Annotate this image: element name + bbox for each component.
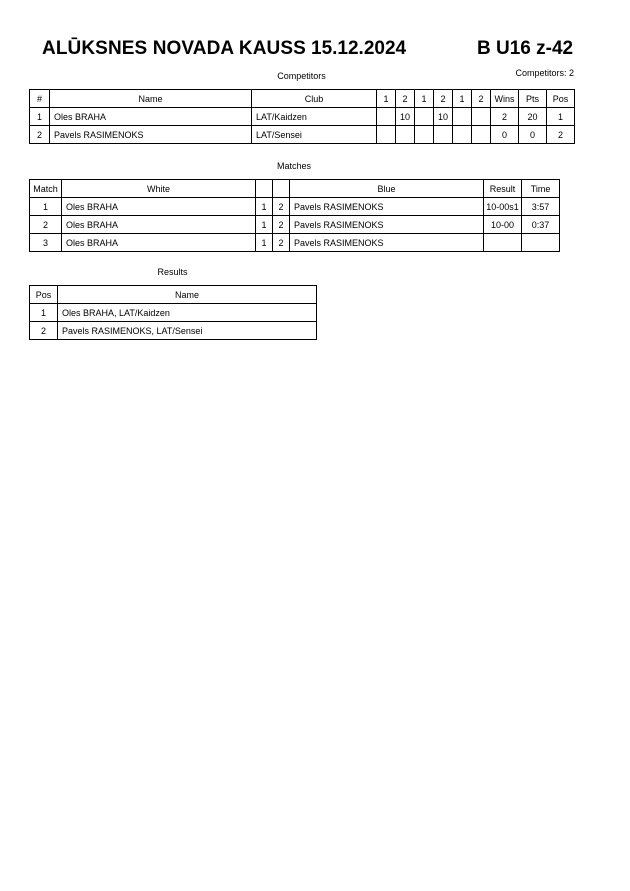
table-row bbox=[30, 198, 560, 216]
competitors-table bbox=[29, 89, 575, 144]
competitors-count: Competitors: 2 bbox=[515, 68, 574, 78]
col-header-white: White bbox=[62, 180, 256, 198]
match-blue-score: 2 bbox=[273, 216, 290, 234]
table-row bbox=[30, 216, 560, 234]
col-header-blue-score bbox=[273, 180, 290, 198]
col-header-pos: Pos bbox=[30, 286, 58, 304]
table-row bbox=[30, 108, 575, 126]
col-header-score-5: 1 bbox=[453, 90, 472, 108]
match-blue-score: 2 bbox=[273, 198, 290, 216]
col-header-result: Result bbox=[484, 180, 522, 198]
competitor-pos: 1 bbox=[547, 108, 575, 126]
match-time bbox=[522, 234, 560, 252]
competitor-score-6 bbox=[472, 126, 491, 144]
match-number: 2 bbox=[30, 216, 62, 234]
result-name: Oles BRAHA, LAT/Kaidzen bbox=[58, 304, 317, 322]
results-caption: Results bbox=[157, 267, 188, 277]
col-header-score-4: 2 bbox=[434, 90, 453, 108]
match-number: 3 bbox=[30, 234, 62, 252]
col-header-score-6: 2 bbox=[472, 90, 491, 108]
table-header-row bbox=[30, 180, 560, 198]
match-result bbox=[484, 234, 522, 252]
col-header-pts: Pts bbox=[519, 90, 547, 108]
match-white-name: Oles BRAHA bbox=[62, 234, 256, 252]
competitor-score-2: 10 bbox=[396, 108, 415, 126]
competitor-score-3 bbox=[415, 126, 434, 144]
match-white-score: 1 bbox=[256, 198, 273, 216]
col-header-score-2: 2 bbox=[396, 90, 415, 108]
col-header-pos: Pos bbox=[547, 90, 575, 108]
table-row bbox=[30, 322, 317, 340]
competitor-score-6 bbox=[472, 108, 491, 126]
competitor-score-4 bbox=[434, 126, 453, 144]
competitor-wins: 0 bbox=[491, 126, 519, 144]
col-header-match: Match bbox=[30, 180, 62, 198]
competitor-pts: 20 bbox=[519, 108, 547, 126]
competitor-score-5 bbox=[453, 126, 472, 144]
col-header-score-1: 1 bbox=[377, 90, 396, 108]
col-header-wins: Wins bbox=[491, 90, 519, 108]
match-white-name: Oles BRAHA bbox=[62, 216, 256, 234]
table-header-row bbox=[30, 90, 575, 108]
col-header-num: # bbox=[30, 90, 50, 108]
result-name: Pavels RASIMENOKS, LAT/Sensei bbox=[58, 322, 317, 340]
competitors-caption: Competitors bbox=[277, 71, 326, 81]
match-white-name: Oles BRAHA bbox=[62, 198, 256, 216]
competitor-score-4: 10 bbox=[434, 108, 453, 126]
match-white-score: 1 bbox=[256, 216, 273, 234]
competitor-wins: 2 bbox=[491, 108, 519, 126]
competitor-score-5 bbox=[453, 108, 472, 126]
competitor-club: LAT/Sensei bbox=[252, 126, 377, 144]
competitor-pts: 0 bbox=[519, 126, 547, 144]
competitor-score-3 bbox=[415, 108, 434, 126]
match-result: 10-00 bbox=[484, 216, 522, 234]
table-row bbox=[30, 304, 317, 322]
competitor-score-2 bbox=[396, 126, 415, 144]
match-result: 10-00s1 bbox=[484, 198, 522, 216]
table-row bbox=[30, 126, 575, 144]
match-number: 1 bbox=[30, 198, 62, 216]
event-date: 15.12.2024 bbox=[311, 38, 407, 59]
col-header-name: Name bbox=[58, 286, 317, 304]
competitor-club: LAT/Kaidzen bbox=[252, 108, 377, 126]
col-header-blue: Blue bbox=[290, 180, 484, 198]
match-time: 0:37 bbox=[522, 216, 560, 234]
result-pos: 1 bbox=[30, 304, 58, 322]
col-header-white-score bbox=[256, 180, 273, 198]
col-header-name: Name bbox=[50, 90, 252, 108]
col-header-time: Time bbox=[522, 180, 560, 198]
table-header-row bbox=[30, 286, 317, 304]
col-header-club: Club bbox=[252, 90, 377, 108]
document-header bbox=[0, 38, 630, 64]
competitor-name: Oles BRAHA bbox=[50, 108, 252, 126]
col-header-score-3: 1 bbox=[415, 90, 434, 108]
competitor-num: 1 bbox=[30, 108, 50, 126]
match-white-score: 1 bbox=[256, 234, 273, 252]
match-blue-name: Pavels RASIMENOKS bbox=[290, 198, 484, 216]
match-time: 3:57 bbox=[522, 198, 560, 216]
result-pos: 2 bbox=[30, 322, 58, 340]
table-row bbox=[30, 234, 560, 252]
competitor-pos: 2 bbox=[547, 126, 575, 144]
competitor-num: 2 bbox=[30, 126, 50, 144]
matches-caption: Matches bbox=[276, 161, 311, 171]
match-blue-name: Pavels RASIMENOKS bbox=[290, 216, 484, 234]
competitor-name: Pavels RASIMENOKS bbox=[50, 126, 252, 144]
matches-table bbox=[29, 179, 560, 252]
event-category: B U16 z-42 bbox=[477, 38, 574, 59]
match-blue-name: Pavels RASIMENOKS bbox=[290, 234, 484, 252]
match-blue-score: 2 bbox=[273, 234, 290, 252]
results-table bbox=[29, 285, 317, 340]
event-title: ALŪKSNES NOVADA KAUSS bbox=[42, 38, 306, 59]
competitor-score-1 bbox=[377, 108, 396, 126]
competitor-score-1 bbox=[377, 126, 396, 144]
